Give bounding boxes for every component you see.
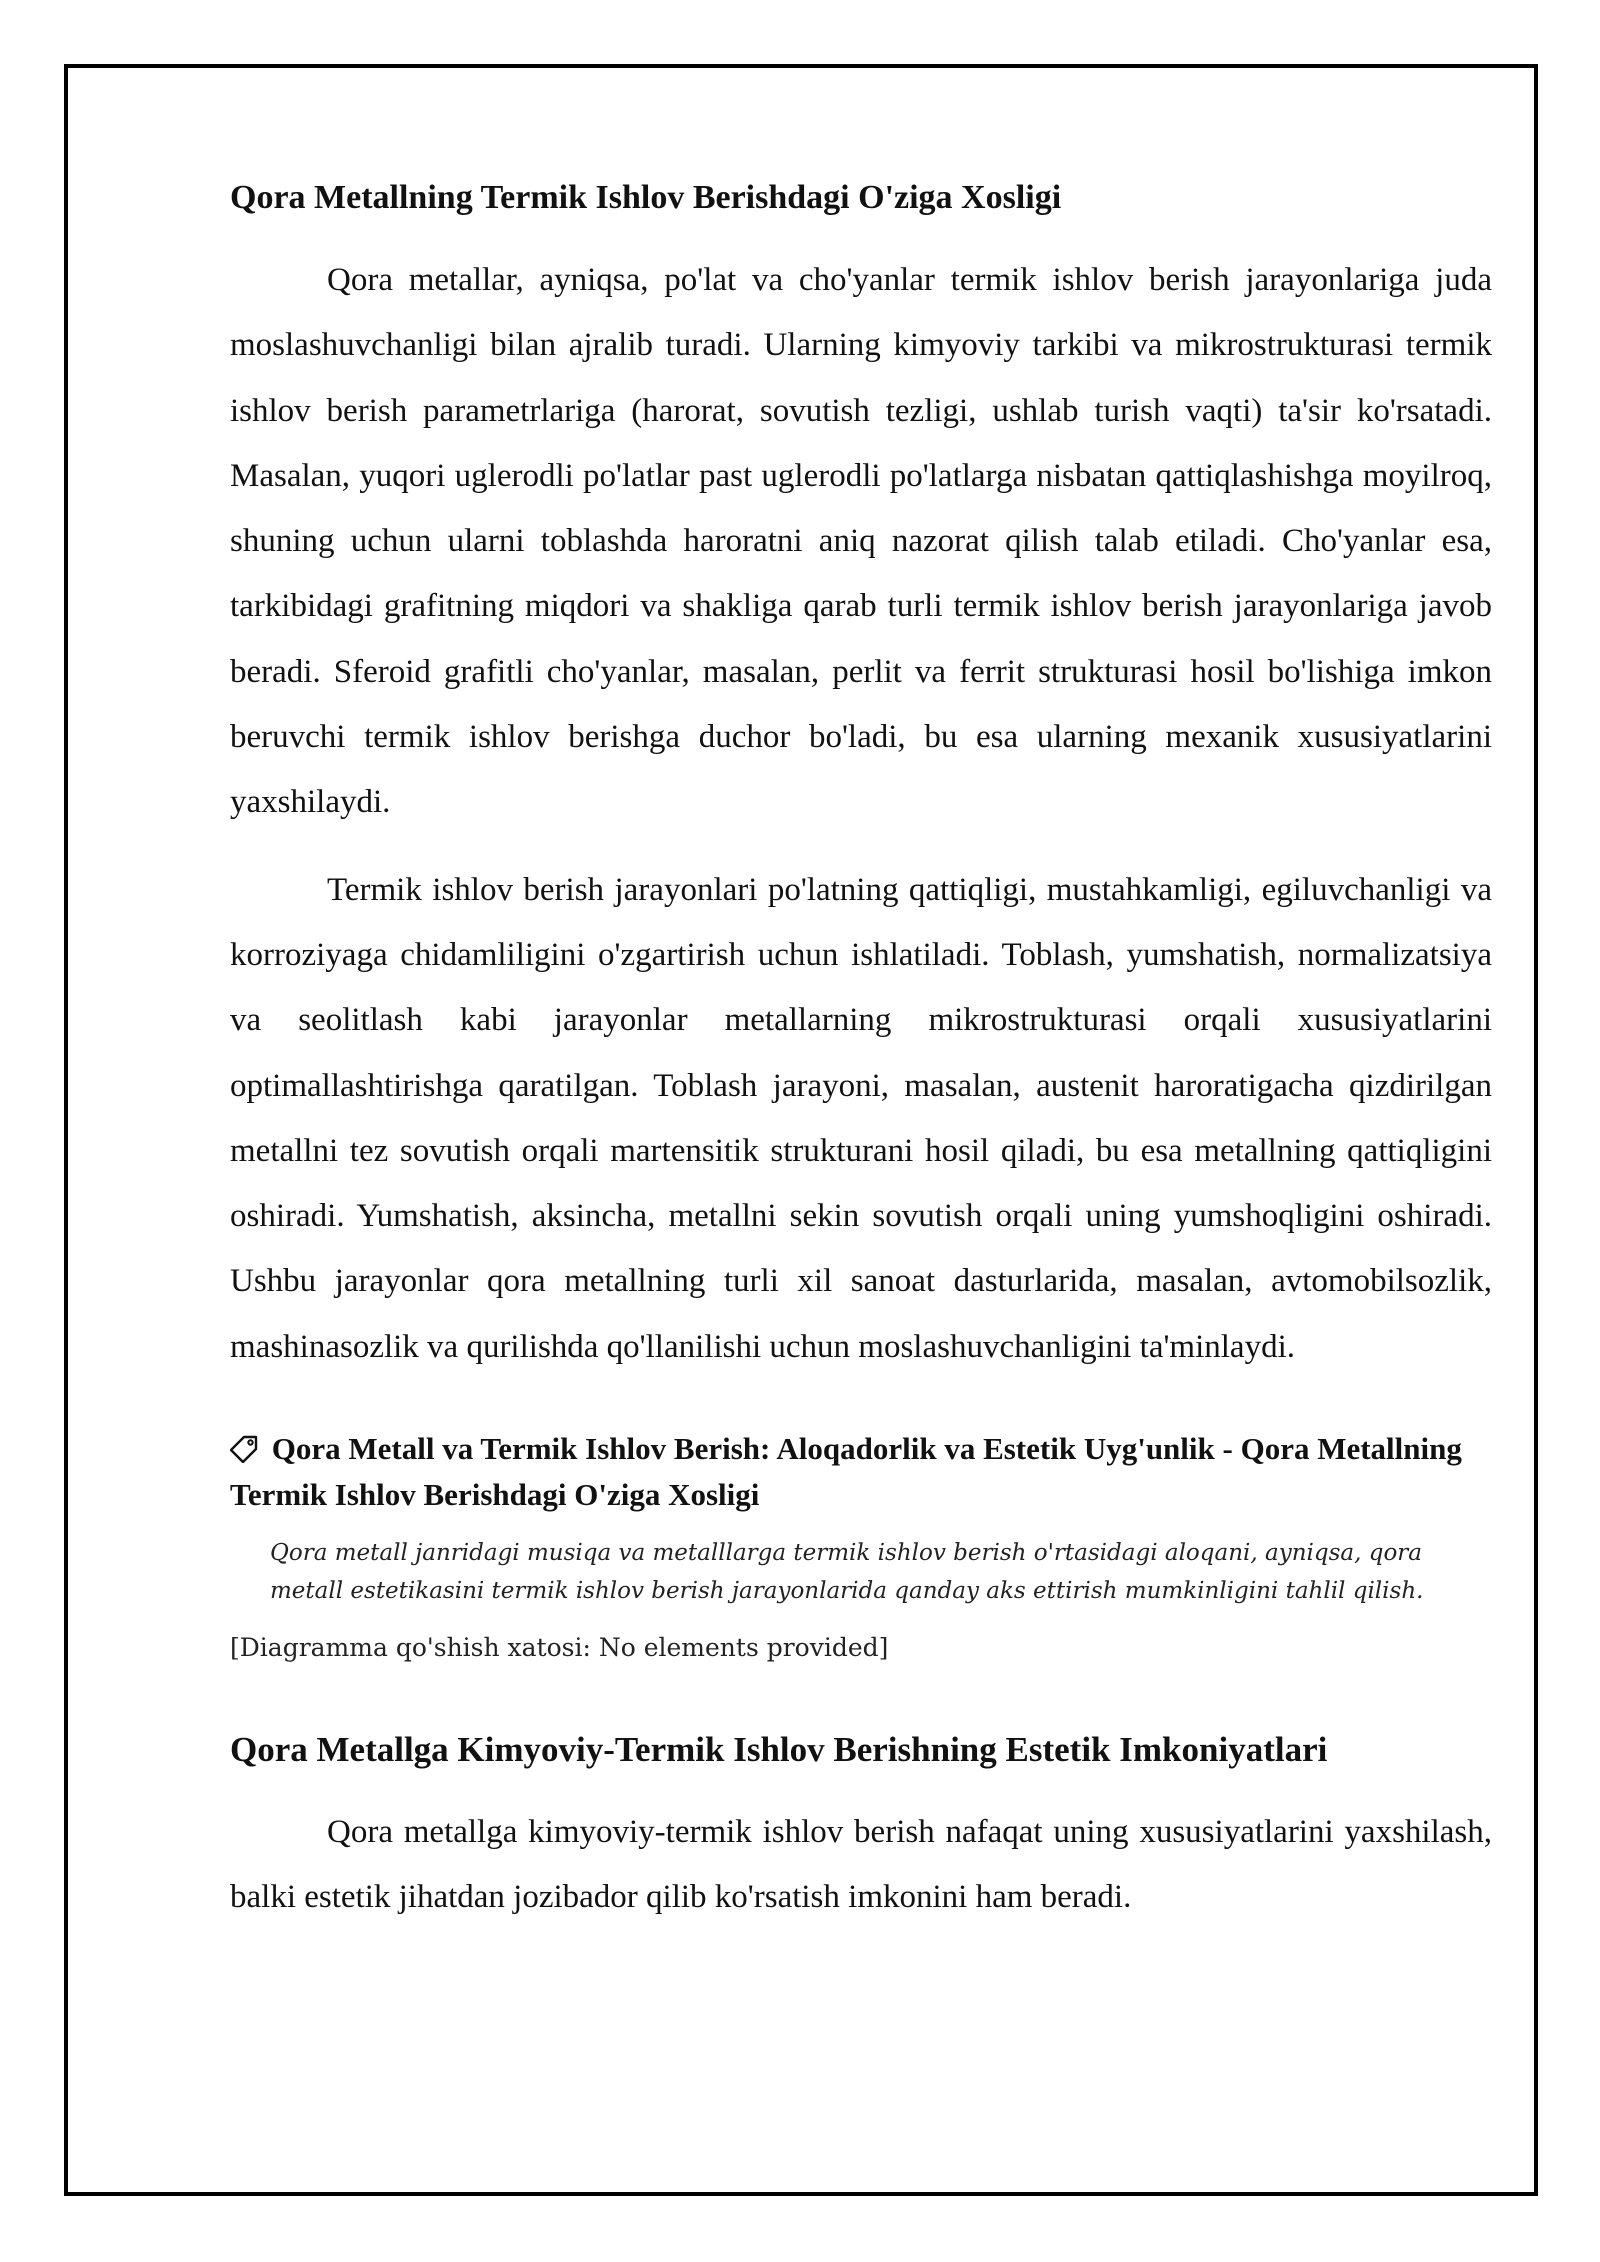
body-paragraph: Termik ishlov berish jarayonlari po'latning qattiqligi, mustahkamligi, egiluvchanligi va korroziyaga chidamliligini o'zgartirish uchun ishlatiladi. Toblash, yumshatish, normalizatsiya va seolitlash kabi jarayonlar metallarning mikrostrukturasi orqali xususiyatlarini optimallashtirishga qaratilgan. Toblash jarayoni, masalan, austenit haroratigacha qizdirilgan metallni tez sovutish orqali martensitik strukturani hosil qiladi, bu esa metallning qattiqligini oshiradi. Yumshatish, aksincha, metallni sekin sovutish orqali uning yumshoqligini oshiradi. Ushbu jarayonlar qora metallning turli xil sanoat dasturlarida, masalan, avtomobilsozlik, mashinasozlik va qurilishda qo'llanilishi uchun moslashuvchanligini ta'minlaydi. [230, 871, 1492, 1365]
section-heading: Qora Metallning Termik Ishlov Berishdagi O'ziga Xosligi [230, 179, 1062, 216]
document-body [230, 170, 1492, 1931]
body-paragraph: Qora metallga kimyoviy-termik ishlov berish nafaqat uning xususiyatlarini yaxshilash, balki estetik jihatdan jozibador qilib ko'rsatish imkonini ham beradi. [230, 1814, 1492, 1916]
body-paragraph: Qora metallar, ayniqsa, po'lat va cho'yanlar termik ishlov berish jarayonlariga juda moslashuvchanligi bilan ajralib turadi. Ularning kimyoviy tarkibi va mikrostrukturasi termik ishlov berish parametrlariga (harorat, sovutish tezligi, ushlab turish vaqti) ta'sir ko'rsatadi. Masalan, yuqori uglerodli po'latlar past uglerodli po'latlarga nisbatan qattiqlashishga moyilroq, shuning uchun ularni toblashda haroratni aniq nazorat qilish talab etiladi. Cho'yanlar esa, tarkibidagi grafitning miqdori va shakliga qarab turli termik ishlov berish jarayonlariga javob beradi. Sferoid grafitli cho'yanlar, masalan, perlit va ferrit strukturasi hosil bo'lishiga imkon beruvchi termik ishlov berishga duchor bo'ladi, bu esa ularning mexanik xususiyatlarini yaxshilaydi. [230, 262, 1492, 821]
section-heading: Qora Metallga Kimyoviy-Termik Ishlov Berishning Estetik Imkoniyatlari [230, 1730, 1328, 1770]
diagram-block [230, 1428, 1492, 1668]
diagram-error-message: [Diagramma qo'shish xatosi: No elements provided] [230, 1633, 889, 1663]
tag-icon [230, 1432, 264, 1474]
diagram-description: Qora metall janridagi musiqa va metalllarga termik ishlov berish o'rtasidagi aloqani, ayniqsa, qora metall estetikasini termik ishlov berish jarayonlarida qanday aks ettirish mumkinligini tahlil qilish. [270, 1540, 1424, 1605]
diagram-title: Qora Metall va Termik Ishlov Berish: Aloqadorlik va Estetik Uyg'unlik - Qora Metallning Termik Ishlov Berishdagi O'ziga Xosligi [230, 1431, 1462, 1513]
diagram-title-row [230, 1428, 1492, 1516]
